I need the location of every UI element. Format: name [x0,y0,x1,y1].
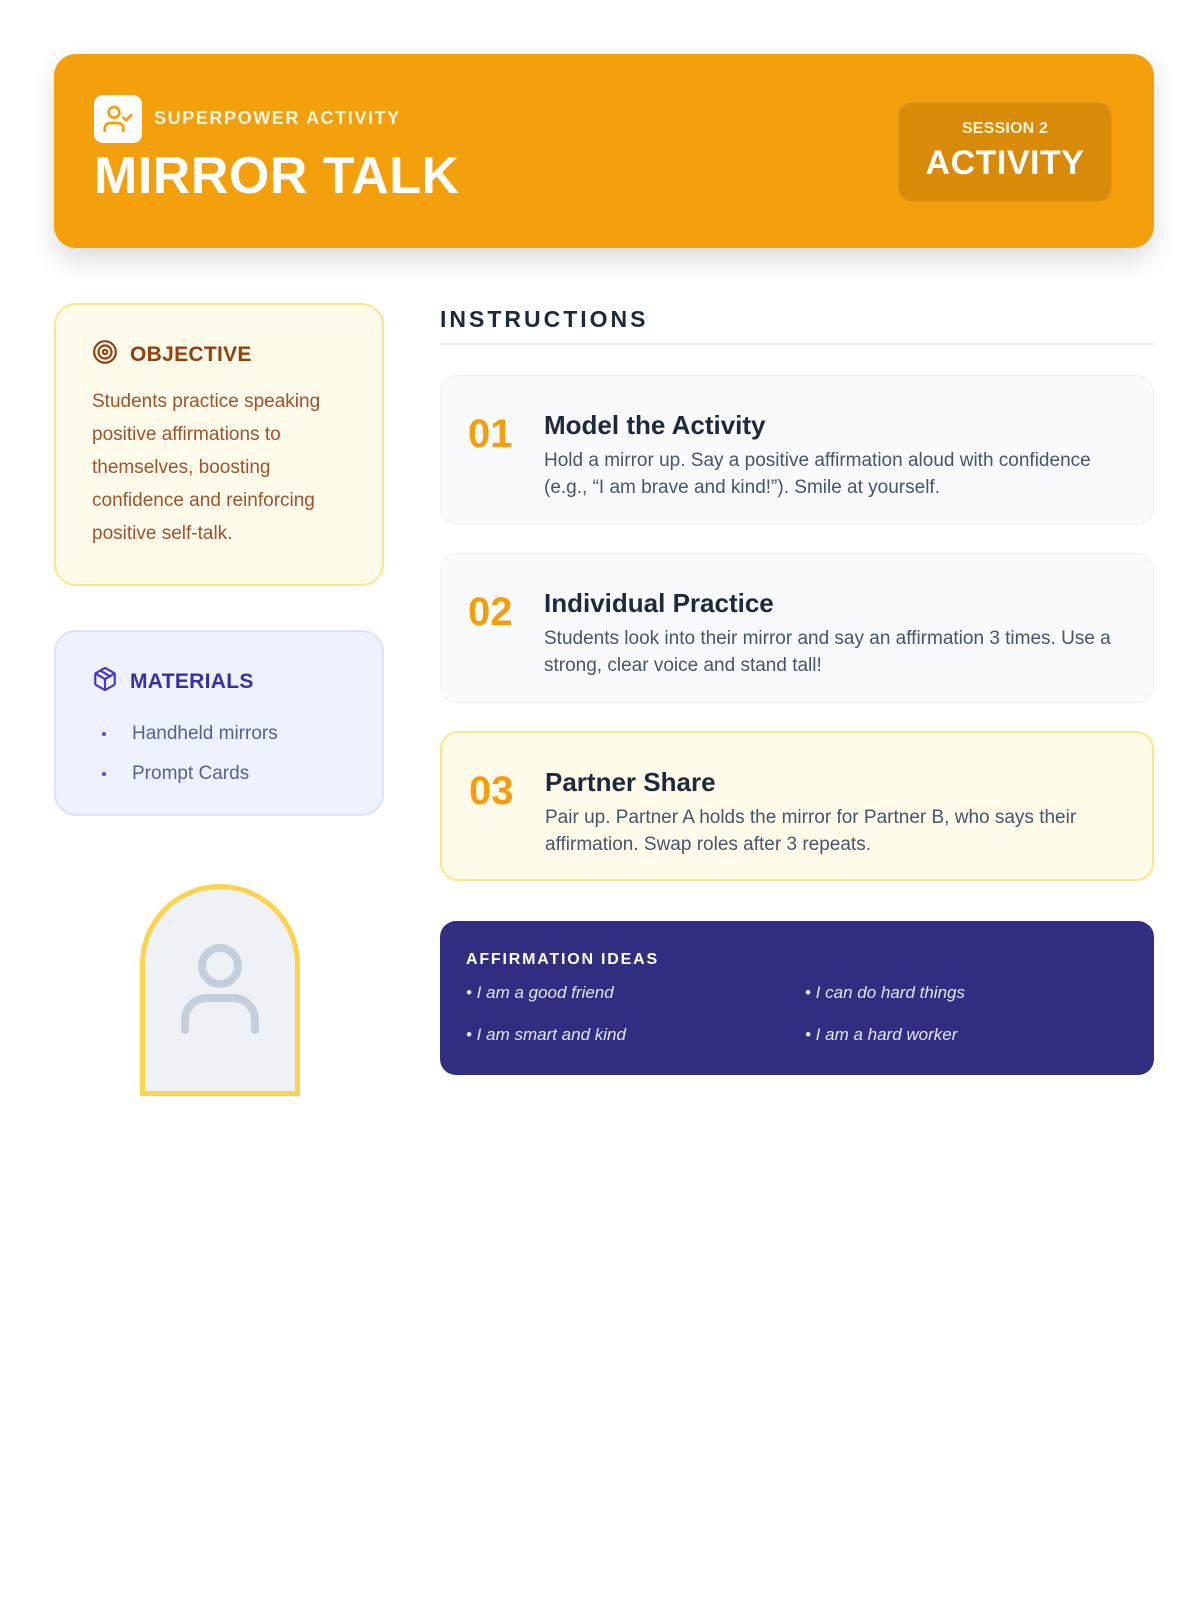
mirror-image-placeholder [140,884,300,1096]
step-description: Pair up. Partner A holds the mirror for Partner B, who says their affirmation. Swap roles after 3 repeats. [545,807,1077,855]
materials-title: MATERIALS [130,669,254,693]
materials-item [92,754,278,794]
session-badge [898,102,1112,202]
target-icon [92,339,118,370]
instructions-heading: INSTRUCTIONS [440,306,649,332]
session-label: SESSION 2 [961,120,1049,137]
materials-item-label: Handheld mirrors [132,723,278,744]
objective-title: OBJECTIVE [130,342,252,366]
materials-item [92,714,278,754]
affirmation-item: • I am a good friend [466,983,614,1002]
user-icon [177,940,263,1041]
step-title: Individual Practice [544,588,774,618]
step-title: Model the Activity [544,410,766,440]
package-icon [92,666,118,697]
materials-card [54,630,384,816]
affirmation-item: • I am a hard worker [805,1025,958,1044]
activity-eyebrow: SUPERPOWER ACTIVITY [154,108,401,128]
instruction-step [440,375,1154,525]
instruction-step [440,553,1154,703]
step-description: Students look into their mirror and say an affirmation 3 times. Use a strong, clear voice and stand tall! [544,628,1111,676]
step-number: 03 [469,769,514,813]
materials-item-label: Prompt Cards [132,763,250,784]
instruction-step [440,731,1154,881]
bullet-dot [102,732,106,736]
materials-header [92,666,254,697]
session-value: ACTIVITY [925,144,1085,182]
activity-header [54,54,1154,248]
step-description: Hold a mirror up. Say a positive affirmation aloud with confidence (e.g., “I am brave and kind!”). Smile at yourself. [544,450,1091,498]
step-number: 01 [468,412,513,456]
affirmation-item: • I am smart and kind [466,1025,626,1044]
divider [440,343,1154,345]
objective-header [92,339,252,370]
affirmation-item: • I can do hard things [805,983,965,1002]
materials-list [92,714,278,794]
step-title: Partner Share [545,767,716,797]
objective-card [54,303,384,586]
step-number: 02 [468,590,513,634]
affirmation-ideas-title: AFFIRMATION IDEAS [466,951,659,968]
bullet-dot [102,772,106,776]
affirmation-ideas-panel [440,921,1154,1075]
objective-text: Students practice speaking positive affirmations to themselves, boosting confidence and reinforcing positive self-talk. [92,391,321,544]
user-check-icon [94,95,142,143]
page-title: MIRROR TALK [94,147,460,205]
